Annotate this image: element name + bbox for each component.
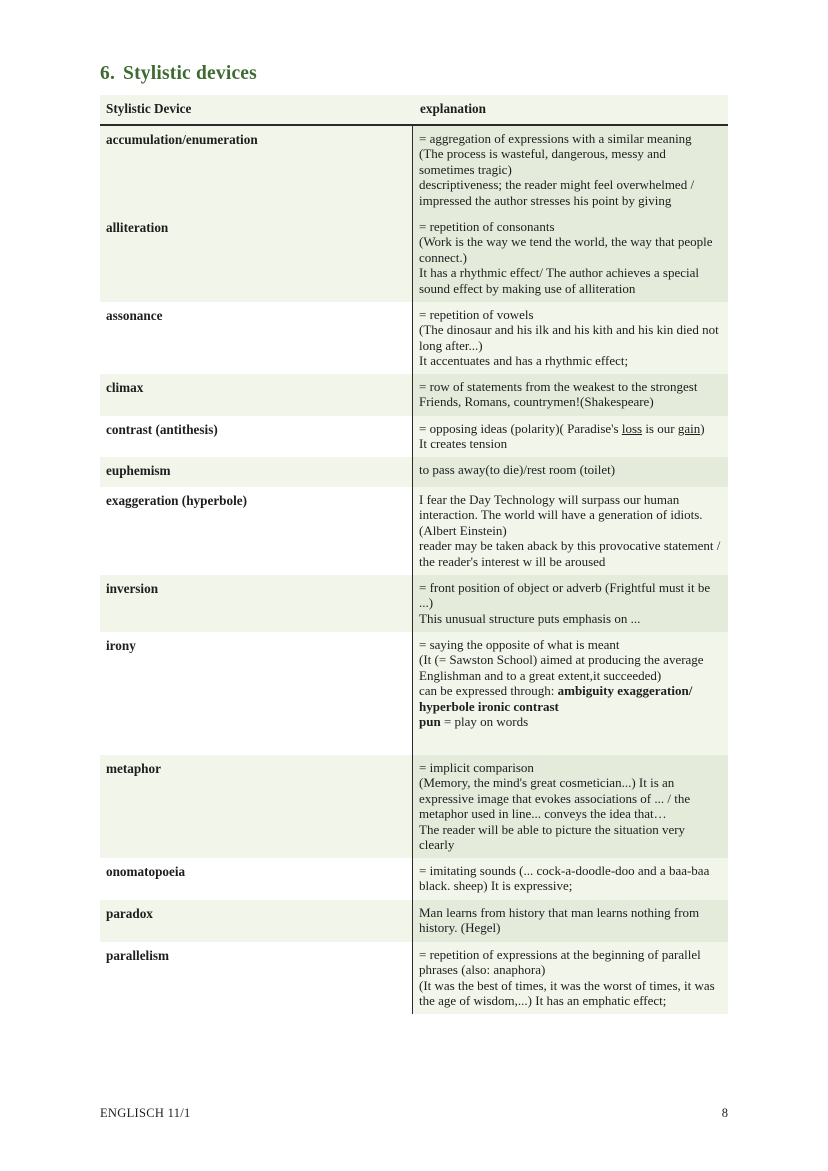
page-number: 8 xyxy=(721,1106,728,1120)
underlined-word-gain: gain xyxy=(677,421,701,436)
stylistic-devices-table xyxy=(100,95,728,1014)
table-row xyxy=(100,755,728,858)
footer-course: ENGLISCH 11/1 xyxy=(100,1106,191,1120)
table-header xyxy=(100,95,728,126)
device-term: climax xyxy=(100,374,413,416)
device-explanation: Man learns from history that man learns nothing from history. (Hegel) xyxy=(413,900,728,942)
table-row xyxy=(100,302,728,374)
device-term: irony xyxy=(100,632,413,755)
device-explanation: = implicit comparison (Memory, the mind's great cosmetician...) It is an expressive image that evokes associations of ... / the metaphor used in line... conveys the idea that… The reader will be able to picture the situation very clearly xyxy=(413,755,728,858)
device-term: assonance xyxy=(100,302,413,374)
device-term: metaphor xyxy=(100,755,413,858)
table-row xyxy=(100,374,728,416)
device-explanation: = aggregation of expressions with a similar meaning (The process is wasteful, dangerous, messy and sometimes tragic) descriptiveness; the reader might feel overwhelmed / impressed the author stresses his point by giving xyxy=(413,126,728,214)
table-row xyxy=(100,858,728,900)
device-term: alliteration xyxy=(100,214,413,302)
header-stylistic-device: Stylistic Device xyxy=(106,101,192,116)
device-term: inversion xyxy=(100,575,413,632)
table-row xyxy=(100,900,728,942)
table-row xyxy=(100,457,728,487)
device-term: exaggeration (hyperbole) xyxy=(100,487,413,575)
section-title: Stylistic devices xyxy=(123,63,257,84)
device-explanation: = repetition of vowels (The dinosaur and his ilk and his kith and his kin died not long after...) It accentuates and has a rhythmic effect; xyxy=(413,302,728,374)
device-term: accumulation/enumeration xyxy=(100,126,413,214)
device-term: onomatopoeia xyxy=(100,858,413,900)
table-row xyxy=(100,126,728,214)
device-explanation: I fear the Day Technology will surpass our human interaction. The world will have a generation of idiots. (Albert Einstein) reader may be taken aback by this provocative statement / the reader's interest w ill be aroused xyxy=(413,487,728,575)
device-term: euphemism xyxy=(100,457,413,487)
device-explanation: to pass away(to die)/rest room (toilet) xyxy=(413,457,728,487)
page-title xyxy=(100,63,257,85)
bold-terms: ambiguity exaggeration/ hyperbole ironic contrast xyxy=(419,683,693,714)
table-row xyxy=(100,942,728,1014)
table-row xyxy=(100,575,728,632)
bold-term-pun: pun xyxy=(419,714,441,730)
underlined-word-loss: loss xyxy=(621,421,643,436)
device-term: parallelism xyxy=(100,942,413,1014)
section-number: 6. xyxy=(100,63,116,84)
header-explanation: explanation xyxy=(420,101,486,116)
device-term: paradox xyxy=(100,900,413,942)
device-explanation: = repetition of expressions at the beginning of parallel phrases (also: anaphora) (It was the best of times, it was the worst of times, it was the age of wisdom,...) It has an emphatic effect; xyxy=(413,942,728,1014)
table-row xyxy=(100,416,728,457)
device-explanation: = front position of object or adverb (Frightful must it be ...) This unusual structure puts emphasis on ... xyxy=(413,575,728,632)
table-row xyxy=(100,632,728,755)
device-explanation: = row of statements from the weakest to the strongest Friends, Romans, countrymen!(Shakespeare) xyxy=(413,374,728,416)
device-explanation: = imitating sounds (... cock-a-doodle-doo and a baa-baa black. sheep) It is expressive; xyxy=(413,858,728,900)
device-explanation: = saying the opposite of what is meant (It (= Sawston School) aimed at producing the average Englishman and to a great extent,it succeeded) can be expressed through: ambiguity exaggeration/ hyperbole ironic contrast pun = play on words xyxy=(413,632,728,755)
device-explanation: = opposing ideas (polarity)( Paradise's loss is our gain) It creates tension xyxy=(413,416,728,457)
device-explanation: = repetition of consonants (Work is the way we tend the world, the way that people connect.) It has a rhythmic effect/ The author achieves a special sound effect by making use of alliteration xyxy=(413,214,728,302)
table-row xyxy=(100,487,728,575)
table-row xyxy=(100,214,728,302)
device-term: contrast (antithesis) xyxy=(100,416,413,457)
